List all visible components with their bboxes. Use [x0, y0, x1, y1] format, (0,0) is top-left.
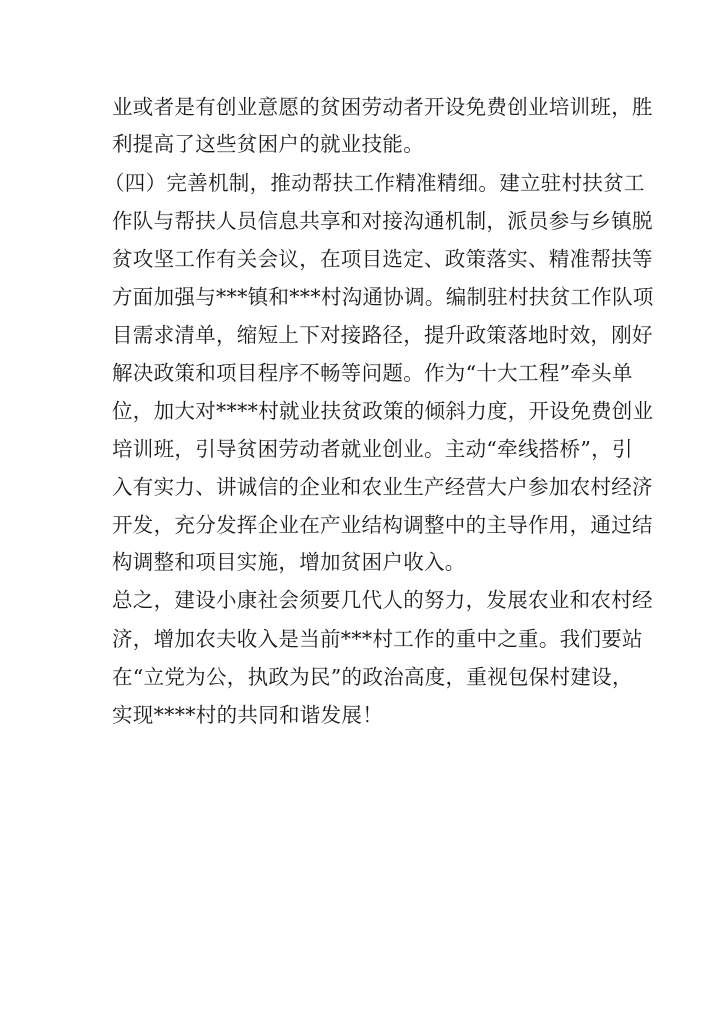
text-line: 作队与帮扶人员信息共享和对接沟通机制，派员参与乡镇脱 [112, 209, 653, 233]
text-line: 入有实力、讲诚信的企业和农业生产经营大户参加农村经济 [112, 475, 653, 499]
text-line: 目需求清单，缩短上下对接路径，提升政策落地时效，刚好 [112, 323, 653, 347]
text-line: 总之，建设小康社会须要几代人的努力，发展农业和农村经 [112, 588, 653, 612]
text-line: 构调整和项目实施，增加贫困户收入。 [112, 550, 466, 574]
text-line: 开发，充分发挥企业在产业结构调整中的主导作用，通过结 [112, 513, 653, 537]
text-line: 方面加强与***镇和***村沟通协调。编制驻村扶贫工作队项 [112, 285, 654, 309]
text-line: 实现****村的共同和谐发展！ [112, 703, 383, 727]
text-line: 贫攻坚工作有关会议，在项目选定、政策落实、精准帮扶等 [112, 247, 653, 271]
text-line: 业或者是有创业意愿的贫困劳动者开设免费创业培训班，胜 [112, 95, 653, 119]
text-line: 解决政策和项目程序不畅等问题。作为“十大工程”牵头单 [112, 361, 633, 385]
text-line: （四）完善机制，推动帮扶工作精准精细。建立驻村扶贫工 [104, 171, 645, 195]
text-line: 培训班，引导贫困劳动者就业创业。主动“牵线搭桥”，引 [112, 437, 633, 461]
text-line: 利提高了这些贫困户的就业技能。 [112, 132, 424, 156]
text-line: 在“立党为公，执政为民”的政治高度，重视包保村建设， [112, 665, 633, 689]
text-line: 济，增加农夫收入是当前***村工作的重中之重。我们要站 [112, 627, 643, 651]
text-line: 位，加大对****村就业扶贫政策的倾斜力度，开设免费创业 [112, 399, 654, 423]
